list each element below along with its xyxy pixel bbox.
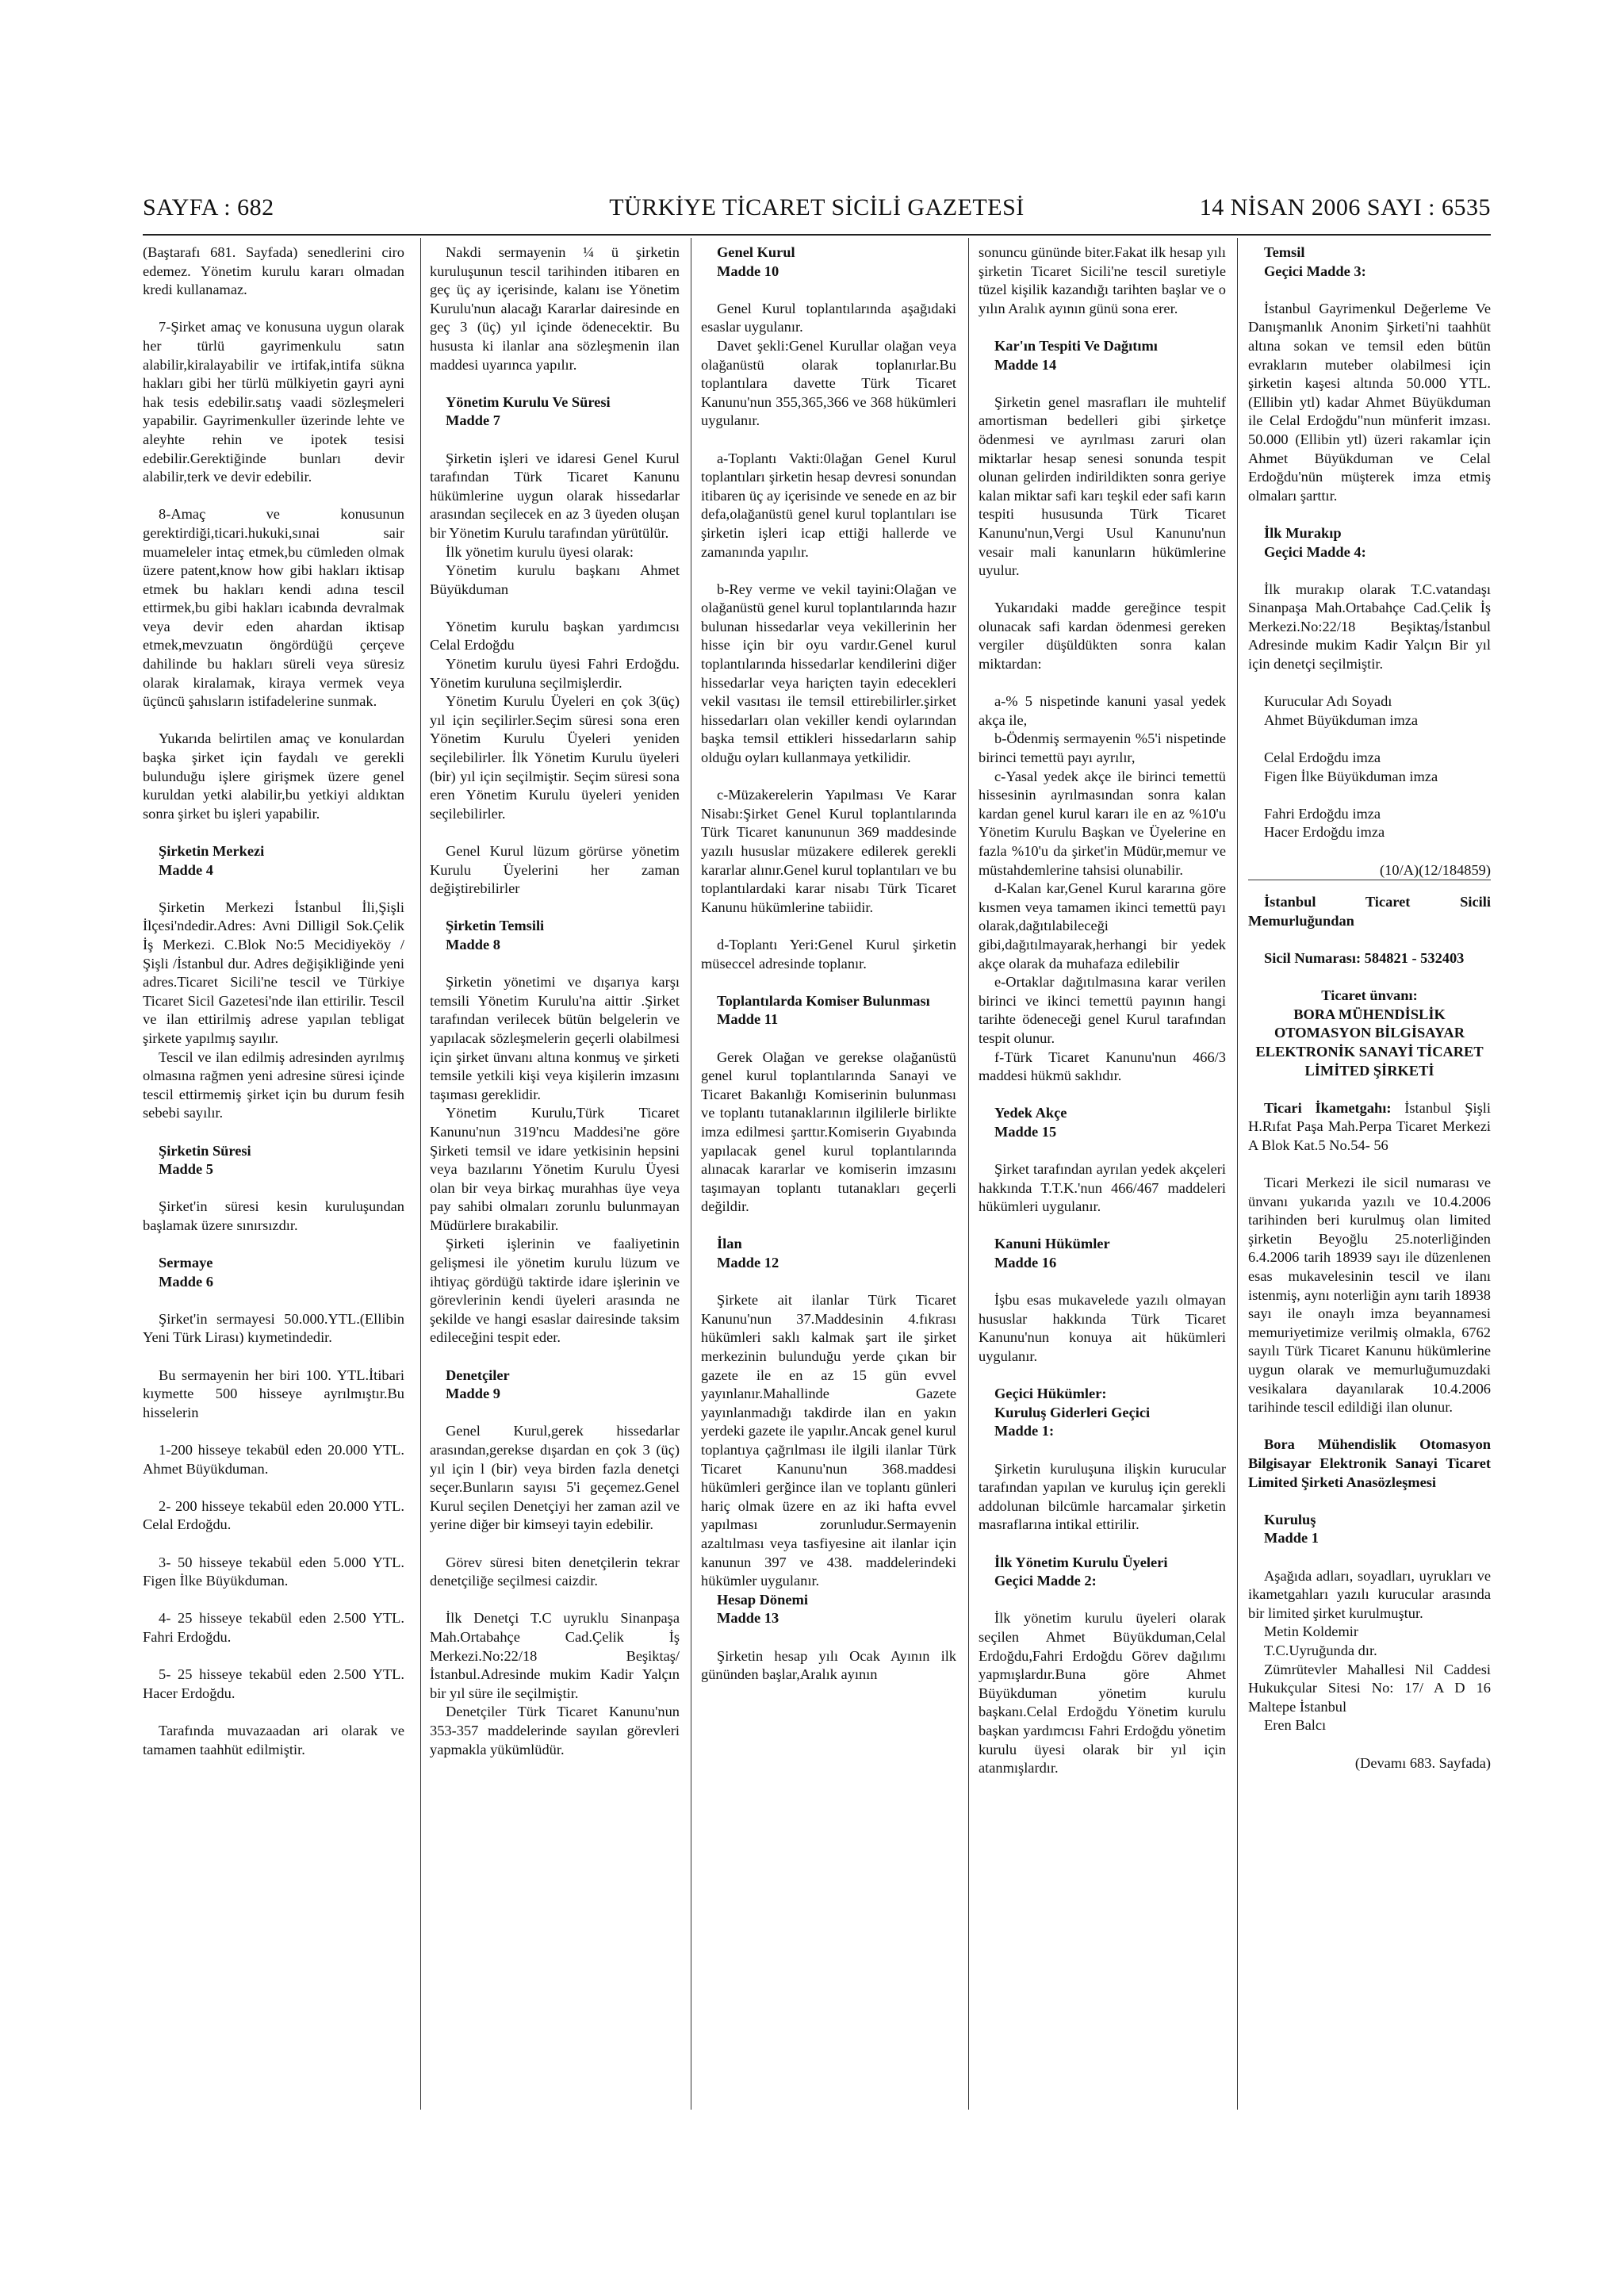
column-5 xyxy=(1248,243,1491,1792)
paragraph: c-Müzakerelerin Yapılması Ve Karar Nisabı:Şirket Genel Kurul toplantılarında Türk Ticaret kanununun 369 maddesinde yazılı hususlar müzakere edilerek gerekli kararlar alınır.Genel kurul toplantıları ve bu toplantılardaki karar nisabı Türk Ticaret Kanunu hükümlerine tabiidir. xyxy=(701,787,956,915)
article-number: Madde 7 xyxy=(446,412,500,429)
paragraph: a-% 5 nispetinde kanuni yasal yedek akça ile, xyxy=(979,693,1226,728)
paragraph: Denetçiler Türk Ticaret Kanunu'nun 353-357 maddelerinde sayılan görevleri yapmakla yükümlüdür. xyxy=(430,1704,680,1757)
paragraph: c-Yasal yedek akçe ile birinci temettü hissesinin ayrılmasından sonra kalan kardan genel kurul kararı ile en az %10'u Yönetim Kurulu Başkan ve Üyelerine en fazla %10'u da şirket'in Müdür,memur ve müstahdemlerine tahsisi olunabilir. xyxy=(979,768,1226,878)
article-number: Madde 1 xyxy=(1264,1530,1319,1547)
section-heading: Kuruluş xyxy=(1264,1511,1316,1527)
paragraph: (Baştarafı 681. Sayfada) senedlerini ciro edemez. Yönetim kurulu kararı olmadan kredi kullanamaz. xyxy=(143,244,404,298)
reference-code: (10/A)(12/184859) xyxy=(1248,861,1491,881)
paragraph: e-Ortaklar dağıtılmasına karar verilen birinci ve ikinci temettü payının hangi tarihte ödeneceği genel Kurul tarafından tespit olunur. xyxy=(979,974,1226,1046)
section-heading: İlk Murakıp xyxy=(1264,524,1342,541)
article-number: Madde 5 xyxy=(159,1161,213,1178)
paragraph: Şirketin genel masrafları ile muhtelif amortisman bedelleri gibi şirketçe ödenmesi ve ayrılması zaruri olan miktarlar hesap senesi sonunda tespit olunan gelirden indirildikten sonra geriye kalan miktar safi karı teşkil eder safi karın tespiti hususunda Türk Ticaret Kanunu'nun,Vergi Usul Kanunu'nun vesair mali kanunların hükümlerine uyulur. xyxy=(979,393,1226,579)
paragraph: Genel Kurul,gerek hissedarlar arasından,gerekse dışardan en çok 3 (üç) yıl için l (bir) veya birden fazla denetçi seçer.Bunların sayısı 5'i geçemez.Genel Kurul seçilen Denetçiyi her zaman azil ve yerine diğer bir kimseyi tayin edebilir. xyxy=(430,1423,680,1533)
header-rule xyxy=(143,234,1491,236)
paragraph: 5- 25 hisseye tekabül eden 2.500 YTL. Hacer Erdoğdu. xyxy=(143,1666,404,1701)
article-number: Madde 14 xyxy=(994,356,1057,373)
paragraph: Şirketin işleri ve idaresi Genel Kurul tarafından Türk Ticaret Kanunu hükümlerine uygun olarak hissedarlar arasından seçilecek en az 3 üyeden oluşan bir Yönetim Kurulu tarafından yürütülür. xyxy=(430,450,680,541)
section-heading: Geçici Hükümler: xyxy=(994,1386,1107,1402)
paragraph: İlk yönetim kurulu üyesi olarak: xyxy=(446,543,634,560)
paragraph: Şirket'in süresi kesin kuruluşundan başlamak üzere sınırsızdır. xyxy=(143,1198,404,1233)
paragraph: a-Toplantı Vakti:0lağan Genel Kurul toplantıları şirketin hesap devresi sonundan itibaren üç ay içerisinde ve senede en az bir defa,olağanüstü genel kurul toplantıları ise şirketin işleri icap ettiği hallerde ve zamanında yapılır. xyxy=(701,450,956,560)
section-heading: Denetçiler xyxy=(446,1366,510,1383)
signature-line: Fahri Erdoğdu imza xyxy=(1264,805,1381,822)
section-heading: Yedek Akçe xyxy=(994,1105,1067,1121)
signature-line: Ahmet Büyükduman imza xyxy=(1264,711,1419,728)
article-number: Madde 10 xyxy=(717,263,779,279)
founder-line: Zümrütevler Mahallesi Nil Caddesi Hukukçular Sitesi No: 17/ A D 16 Maltepe İstanbul xyxy=(1248,1661,1491,1715)
address-label: Ticari İkametgahı: xyxy=(1264,1099,1392,1116)
paragraph: Şirket tarafından ayrılan yedek akçeleri hakkında T.T.K.'nun 466/467 maddeleri hükümleri uygulanır. xyxy=(979,1161,1226,1215)
address-value: İstanbul Şişli H.Rıfat Paşa Mah.Perpa Ticaret Merkezi A Blok Kat.5 No.54- 56 xyxy=(1248,1099,1491,1153)
section-heading: Kanuni Hükümler xyxy=(994,1236,1110,1252)
paragraph: Görev süresi biten denetçilerin tekrar denetçiliğe seçilmesi caizdir. xyxy=(430,1554,680,1589)
paragraph: Genel Kurul toplantılarında aşağıdaki esaslar uygulanır. xyxy=(701,300,956,335)
page-number: SAYFA : 682 xyxy=(143,194,274,220)
paragraph: İlk murakıp olarak T.C.vatandaşı Sinanpaşa Mah.Ortabahçe Cad.Çelik İş Merkezi.No:22/18 Beşiktaş/İstanbul Adresinde mukim Kadir Yalçın Bir yıl için denetçi seçilmiştir. xyxy=(1248,581,1491,673)
section-heading: Kar'ın Tespiti Ve Dağıtımı xyxy=(994,337,1158,354)
column-divider xyxy=(1237,238,1238,2110)
paragraph: İlk Denetçi T.C uyruklu Sinanpaşa Mah.Ortabahçe Cad.Çelik İş Merkezi.No:22/18 Beşiktaş/İstanbul.Adresinde mukim Kadir Yalçın bir yıl süre ile seçilmiştir. xyxy=(430,1610,680,1701)
paragraph: Yukarıdaki madde gereğince tespit olunacak safi kardan ödenmesi gereken vergiler düşüldükten sonra kalan miktardan: xyxy=(979,600,1226,673)
paragraph: İşbu esas mukavelede yazılı olmayan hususlar hakkında Türk Ticaret Kanunu'nun konuya ait hükümleri uygulanır. xyxy=(979,1292,1226,1365)
paragraph: Yönetim Kurulu Üyeleri en çok 3(üç) yıl için seçilirler.Seçim süresi sona eren Yönetim Kurulu Üyeleri yeniden seçilebilirler. İlk Yönetim Kurulu üyeleri (bir) yıl için seçilmiştir. Seçim süresi sona eren Yönetim Kurulu üyeleri yeniden seçilebilirler. xyxy=(430,693,680,822)
signature-line: Figen İlke Büyükduman imza xyxy=(1264,768,1438,784)
registry-office-heading: İstanbul Ticaret Sicili Memurluğundan xyxy=(1248,894,1491,929)
section-heading: Toplantılarda Komiser Bulunması xyxy=(717,992,930,1009)
paragraph: Gerek Olağan ve gerekse olağanüstü genel kurul toplantılarında Sanayi ve Ticaret Bakanlığı Komiserinin bulunması ve toplantı tutanaklarının ilgililerle birlikte imza edilmesi şarttır.Komiserin Gıyabında yapılacak genel kurul toplantılarında alınacak kararlar ve komiserin imzasını taşımayan toplantı tutanakları geçerli değildir. xyxy=(701,1048,956,1215)
paragraph: Şirket'in sermayesi 50.000.YTL.(Ellibin Yeni Türk Lirası) kıymetindedir. xyxy=(143,1310,404,1346)
paragraph: 1-200 hisseye tekabül eden 20.000 YTL. Ahmet Büyükduman. xyxy=(143,1442,404,1477)
article-number: Geçici Madde 3: xyxy=(1264,263,1366,279)
section-heading: Hesap Dönemi xyxy=(717,1591,808,1608)
page-header xyxy=(143,194,1491,226)
paragraph: Tarafında muvazaadan ari olarak ve tamamen taahhüt edilmiştir. xyxy=(143,1722,404,1757)
registry-number: Sicil Numarası: 584821 - 532403 xyxy=(1264,949,1465,966)
column-1 xyxy=(143,243,404,1778)
paragraph: Şirketin hesap yılı Ocak Ayının ilk gününden başlar,Aralık ayının xyxy=(701,1647,956,1683)
paragraph: Aşağıda adları, soyadları, uyrukları ve ikametgahları yazılı kurucular arasında bir limited şirket kurulmuştur. xyxy=(1248,1567,1491,1621)
section-heading: Genel Kurul xyxy=(717,244,795,260)
section-heading: Yönetim Kurulu Ve Süresi xyxy=(446,393,611,410)
article-number: Madde 4 xyxy=(159,861,213,878)
paragraph: 8-Amaç ve konusunun gerektirdiği,ticari.hukuki,sınai sair muameleler intaç etmek,bu cümleden olmak üzere patent,know how gibi hakları iktisap etmek bu hakları kendi adına tescil ettirmek,bu gibi hakları icabında devralmak veya devir eden ahardan iktisap etmek,mevzuatın öngördüğü çerçeve dahilinde bu hakları süreli veya süresiz olarak kiralamak, kiraya vermek veya üçüncü şahısların istifadelerine sunmak. xyxy=(143,506,404,710)
article-number: Madde 11 xyxy=(717,1011,779,1028)
signature-line: Hacer Erdoğdu imza xyxy=(1264,824,1385,841)
section-heading: Şirketin Temsili xyxy=(446,918,545,934)
paragraph: Ticari Merkezi ile sicil numarası ve ünvanı yukarıda yazılı ve 10.4.2006 tarihinden beri kurulmuş olan limited şirketin Beyoğlu 25.noterliğinden 6.4.2006 tarih 18939 sayı ile düzenlenen esas mukavelesinin tescil ve ilanı istenmiş, aynı noterliğin aynı tarih 18938 sayı ile onaylı imza beyannamesi memuriyetimize verilmiş olmakla, 6762 sayılı Türk Ticaret Kanunu hükümlerine uygun olarak ve memurluğumuzdaki vesikalara dayanılarak 10.4.2006 tarihinde tescil edildiği ilan olunur. xyxy=(1248,1175,1491,1416)
issue-date: 14 NİSAN 2006 SAYI : 6535 xyxy=(1199,194,1491,220)
trade-name-label: Ticaret ünvanı: xyxy=(1321,987,1418,1004)
paragraph: 2- 200 hisseye tekabül eden 20.000 YTL. Celal Erdoğdu. xyxy=(143,1497,404,1533)
paragraph: d-Kalan kar,Genel Kurul kararına göre kısmen veya tamamen ikinci temettü payı olarak,dağıtılabileceği gibi,dağıtılmayarak,herhangi bir yedek akçe olarak da muhafaza edilebilir xyxy=(979,880,1226,972)
article-number: Madde 8 xyxy=(446,936,500,953)
founder-line: Eren Balcı xyxy=(1264,1717,1327,1734)
section-heading: Temsil xyxy=(1264,244,1305,260)
paragraph: İlk yönetim kurulu üyeleri olarak seçilen Ahmet Büyükduman,Celal Erdoğdu,Fahri Erdoğdu Görev dağılımı yapmışlardır.Buna göre Ahmet Büyükduman yönetim kurulu başkanı.Celal Erdoğdu Yönetim kurulu başkan yardımcısı Fahri Erdoğdu yönetim kurulu üyesi olarak bir yıl için atanmışlardır. xyxy=(979,1610,1226,1777)
section-heading: İlk Yönetim Kurulu Üyeleri xyxy=(994,1554,1168,1570)
gazette-title: TÜRKİYE TİCARET SİCİLİ GAZETESİ xyxy=(609,194,1025,220)
article-number: Madde 12 xyxy=(717,1255,779,1271)
paragraph: Şirketin kuruluşuna ilişkin kurucular tarafından yapılan ve kuruluş için gerekli addolunan bilcümle harcamalar şirketin masraflarına intikal ettirilir. xyxy=(979,1460,1226,1533)
paragraph: Yönetim kurulu başkanı Ahmet Büyükduman xyxy=(430,562,680,597)
paragraph: b-Rey verme ve vekil tayini:Olağan ve olağanüstü genel kurul toplantılarında hazır bulunan hissedarlar veya vekillerinin her hisse için bir oyu vardır.Genel kurul toplantılarında hissedarlar kendilerini diğer hissedarlar veya hariçten tayin edecekleri vekil vasıtası ile temsil ettirebilirler.şirket hissedarları olan vekiller kendi oylarından başka temsil ettikleri hissedarların sahip olduğu oyları kullanmaya yetkilidir. xyxy=(701,581,956,766)
paragraph: Davet şekli:Genel Kurullar olağan veya olağanüstü olarak toplanırlar.Bu toplantılara davette Türk Ticaret Kanunu'nun 355,365,366 ve 368 hükümleri uygulanır. xyxy=(701,337,956,429)
paragraph: d-Toplantı Yeri:Genel Kurul şirketin müseccel adresinde toplanır. xyxy=(701,936,956,972)
paragraph: Tescil ve ilan edilmiş adresinden ayrılmış olmasına rağmen yeni adresine süresi içinde tescil ettirmemiş şirket için bu durum fesih sebebi sayılır. xyxy=(143,1048,404,1121)
article-number: Madde 6 xyxy=(159,1273,213,1290)
signature-line: Celal Erdoğdu imza xyxy=(1264,749,1381,766)
section-heading: Şirketin Merkezi xyxy=(159,843,265,859)
paragraph: 7-Şirket amaç ve konusuna uygun olarak her türlü gayrimenkulu satın alabilir,kiralayabilir ve irtifak,intifa sükna hakları gibi her türlü mülkiyetin gayri ayni hak tesis edebilir.satış vaadi sözleşmeleri yapabilir. Gayrimenkuller üzerinde lehte ve aleyhte rehin ve ipotek tesisi edebilir.Gerektiğinde bunları devir alabilir,terk ve devir edebilir. xyxy=(143,319,404,485)
paragraph: Yönetim kurulu başkan yardımcısı Celal Erdoğdu xyxy=(430,618,680,654)
section-heading: Sermaye xyxy=(159,1255,213,1271)
column-3 xyxy=(701,243,956,1703)
article-number: Madde 15 xyxy=(994,1123,1057,1140)
article-number: Geçici Madde 2: xyxy=(994,1573,1097,1589)
paragraph: sonuncu gününde biter.Fakat ilk hesap yılı şirketin Ticaret Sicili'ne tescil suretiyle tüzel kişilik kazandığı tarihten başlar ve o yılın Aralık ayının günü sona erer. xyxy=(979,244,1226,316)
paragraph: Şirketin Merkezi İstanbul İli,Şişli İlçesi'ndedir.Adres: Avni Dilligil Sok.Çelik İş Merkezi. C.Blok No:5 Mecidiyeköy / Şişli /İstanbul dur. Adres değişikliğinde yeni adres.Ticaret Sicili'ne tescil ve Türkiye Ticaret Sicil Gazetesi'nde ilan ettirilir. Tescil ve ilan ettirilmiş adrese yapılan tebligat şirkete yapılmış sayılır. xyxy=(143,899,404,1046)
column-2 xyxy=(430,243,680,1778)
commercial-address xyxy=(1248,1099,1491,1156)
signature-line: Kurucular Adı Soyadı xyxy=(1264,693,1392,710)
article-number: Madde 13 xyxy=(717,1610,779,1627)
paragraph: Bu sermayenin her biri 100. YTL.İtibari kıymette 500 hisseye ayrılmıştır.Bu hisselerin xyxy=(143,1366,404,1420)
paragraph: f-Türk Ticaret Kanunu'nun 466/3 maddesi hükmü saklıdır. xyxy=(979,1048,1226,1084)
paragraph: Şirketi işlerinin ve faaliyetinin gelişmesi ile yönetim kurulu lüzum ve ihtiyaç gördüğü taktirde idare işlerinin ve görevlerinin kendi üyeleri arasında ne şekilde ve hangi esaslar dairesinde taksim edileceğini tespit eder. xyxy=(430,1236,680,1346)
paragraph: Yönetim Kurulu,Türk Ticaret Kanunu'nun 319'ncu Maddesi'ne göre Şirketi temsil ve idare yetkisinin hepsini veya bazılarını Yönetim Kurulu Üyesi olan bir veya birkaç murahhas üye veya pay sahibi olmaları zorunlu bulunmayan Müdürlere bırakabilir. xyxy=(430,1105,680,1233)
paragraph: 3- 50 hisseye tekabül eden 5.000 YTL. Figen İlke Büyükduman. xyxy=(143,1554,404,1589)
article-number: Geçici Madde 4: xyxy=(1264,543,1366,560)
trade-name: BORA MÜHENDİSLİK OTOMASYON BİLGİSAYAR ELEKTRONİK SANAYİ TİCARET LİMİTED ŞİRKETİ xyxy=(1255,1006,1484,1079)
founder-line: T.C.Uyruğunda dır. xyxy=(1264,1642,1377,1658)
section-heading: İlan xyxy=(717,1236,742,1252)
article-number: Madde 1: xyxy=(994,1423,1055,1439)
paragraph: Genel Kurul lüzum görürse yönetim Kurulu Üyelerini her zaman değiştirebilirler xyxy=(430,843,680,897)
column-4 xyxy=(979,243,1226,1796)
paragraph: Yönetim kurulu üyesi Fahri Erdoğdu. Yönetim kuruluna seçilmişlerdir. xyxy=(430,656,680,691)
article-number: Madde 9 xyxy=(446,1386,500,1402)
founder-line: Metin Koldemir xyxy=(1264,1623,1359,1640)
article-number: Madde 16 xyxy=(994,1255,1057,1271)
section-heading: Şirketin Süresi xyxy=(159,1142,251,1159)
paragraph: 4- 25 hisseye tekabül eden 2.500 YTL. Fahri Erdoğdu. xyxy=(143,1610,404,1645)
section-heading: Kuruluş Giderleri Geçici xyxy=(994,1404,1151,1420)
paragraph: Şirketin yönetimi ve dışarıya karşı temsili Yönetim Kurulu'na aittir .Şirket tarafından verilecek bütün belgelerin ve yapılacak sözleşmelerin geçerli olabilmesi için şirket ünvanı altına konmuş ve şirketi temsile yetkili kişi veya kişilerin imzasını taşıması gereklidir. xyxy=(430,974,680,1102)
paragraph: Şirkete ait ilanlar Türk Ticaret Kanunu'nun 37.Maddesinin 4.fıkrası hükümleri saklı kalmak şart ile şirket merkezinin bulunduğu yerde çıkan bir gazete ile en az 15 gün evvel yayınlanır.Mahallinde Gazete yayınlanmadığı takdirde ilan en yakın yerdeki gazete ile yapılır.Ancak genel kurul toplantıya çağrılması ile ilgili ilanlar Türk Ticaret Kanunu'nun 368.maddesi hükümleri gerğince ilan ve toplantı günleri hariç olmak üzere en az iki hafta evvel yapılması zorunludur.Sermayenin azaltılması veya tasfiyesine ait ilanlar için kanunun 397 ve 438. maddelerindeki hükümler uygulanır. xyxy=(701,1292,956,1589)
paragraph: Nakdi sermayenin ¼ ü şirketin kuruluşunun tescil tarihinden itibaren en geç üç ay içerisinde, kalanı ise Yönetim Kurulu'nun alacağı Kararlar dairesinde en geç 3 (üç) yıl içinde ödenecektir. Bu hususta ki ilanlar ana sözleşmenin ilan maddesi uyarınca yapılır. xyxy=(430,244,680,373)
column-divider xyxy=(420,238,421,2110)
paragraph: b-Ödenmiş sermayenin %5'i nispetinde birinci temettü payı ayrılır, xyxy=(979,730,1226,766)
paragraph: İstanbul Gayrimenkul Değerleme Ve Danışmanlık Anonim Şirketi'ni taahhüt altına sokan ve temsil eden bütün evrakların muteber olabilmesi için şirketin kaşesi altında 50.000 YTL.(Ellibin ytl) kadar Ahmet Büyükduman ile Celal Erdoğdu"nun münferit imzası. 50.000 (Ellibin ytl) üzeri rakamlar için Ahmet Büyükduman ve Celal Erdoğdu'nün müşterek imza etmiş olmaları şarttır. xyxy=(1248,300,1491,504)
paragraph: Yukarıda belirtilen amaç ve konulardan başka şirket için faydalı ve gerekli bulunduğu işlere girişmek üzere genel kuruldan yetki alabilir,bu yetkiyi aldıktan sonra şirket bu işleri yapabilir. xyxy=(143,730,404,822)
column-divider xyxy=(968,238,969,2110)
section-heading: Bora Mühendislik Otomasyon Bilgisayar Elektronik Sanayi Ticaret Limited Şirketi Anasözleşmesi xyxy=(1248,1436,1491,1490)
continued-note: (Devamı 683. Sayfada) xyxy=(1354,1754,1491,1771)
